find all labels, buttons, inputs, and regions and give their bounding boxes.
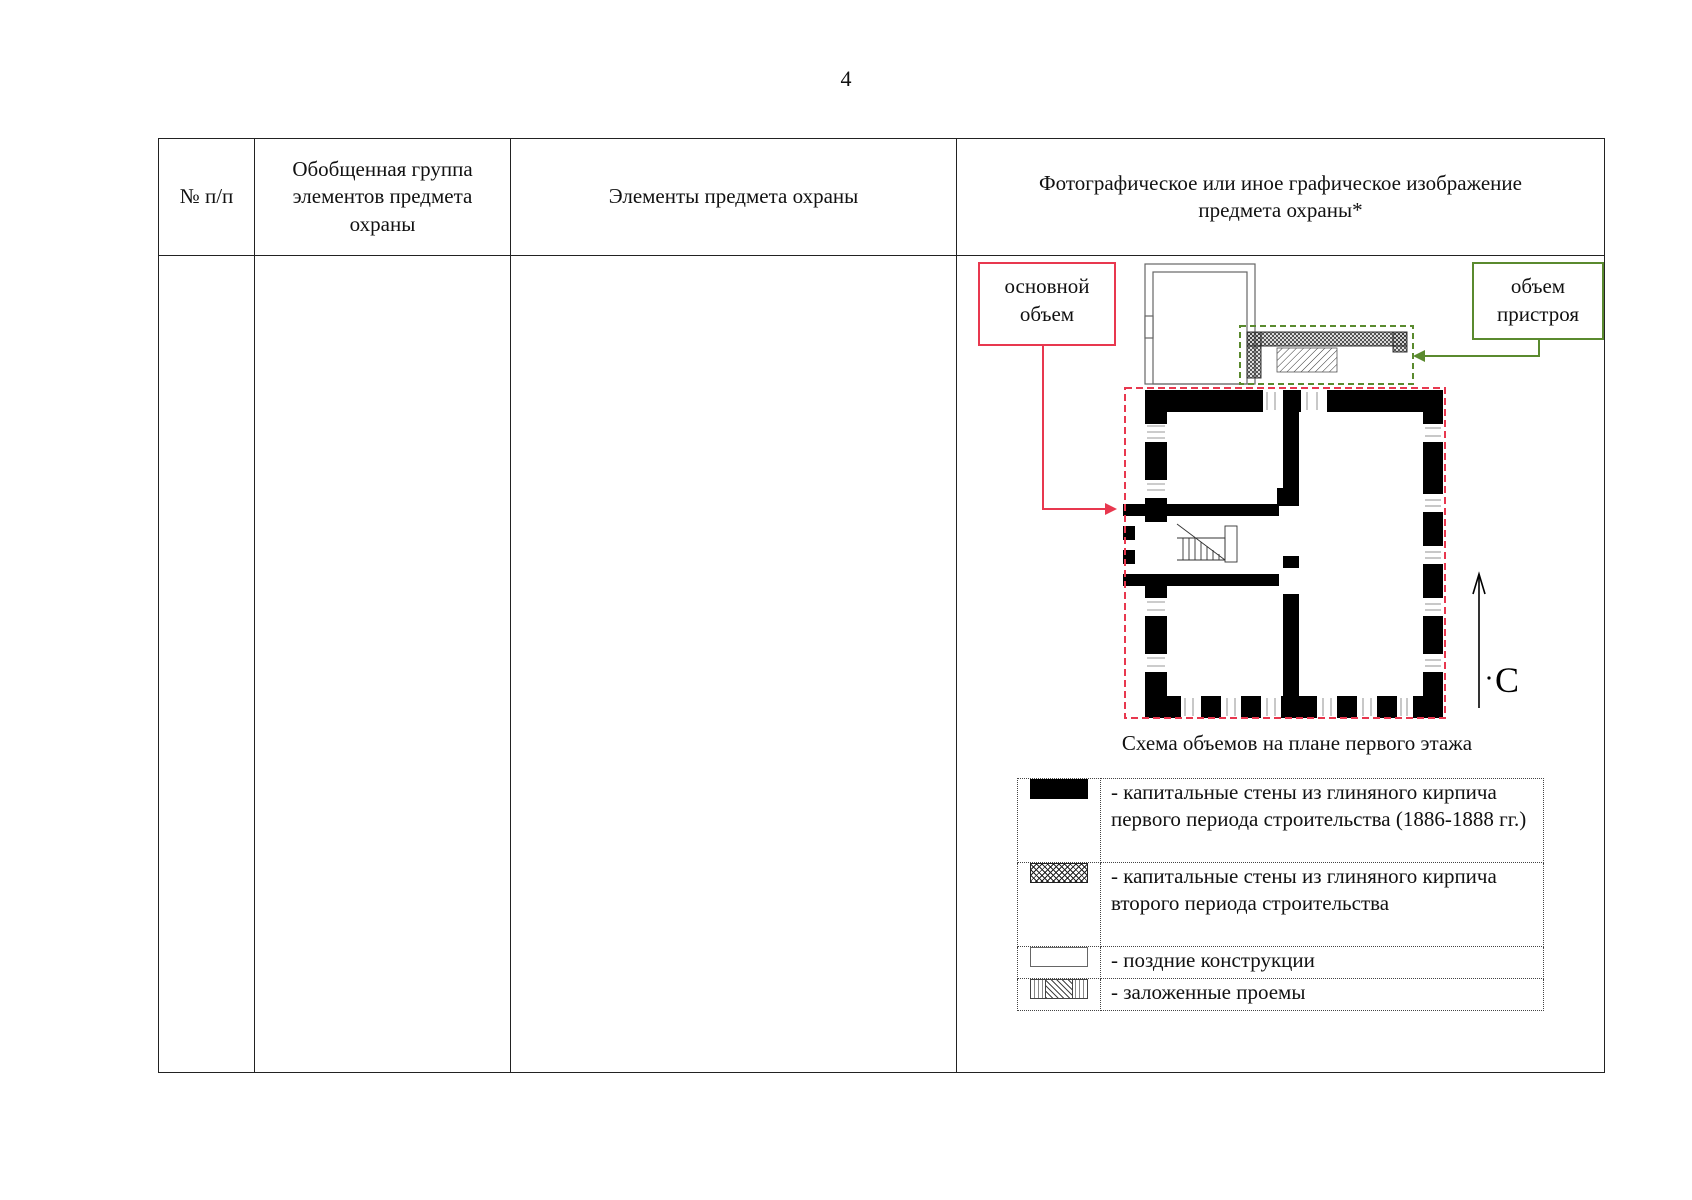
north-dot [1487, 676, 1490, 679]
callout-main-leader [1043, 346, 1105, 509]
cell-number [159, 256, 255, 1073]
legend-text: - заложенные проемы [1101, 979, 1544, 1011]
table-header-row [159, 139, 1605, 256]
header-image: Фотографическое или иное графическое изображение предмета охраны* [957, 139, 1605, 256]
legend-row [1018, 779, 1544, 863]
north-arrow-icon [1473, 574, 1485, 708]
header-number: № п/п [159, 139, 255, 256]
legend-swatch-cell [1018, 947, 1101, 979]
header-elements: Элементы предмета охраны [511, 139, 957, 256]
page-number: 4 [840, 66, 852, 91]
legend-swatch-cell [1018, 979, 1101, 1011]
north-label: С [1495, 660, 1520, 700]
plan-caption: Схема объемов на плане первого этажа [1121, 731, 1473, 755]
cell-image [957, 256, 1605, 1073]
main-walls [1123, 390, 1443, 718]
solid-wall-swatch-icon [1030, 779, 1088, 799]
legend-text: - капитальные стены из глиняного кирпича первого периода строительства (1886-1888 гг.) [1101, 779, 1544, 863]
callout-ext-arrow [1413, 350, 1425, 362]
late-construction-outline [1145, 264, 1255, 384]
cell-group [255, 256, 511, 1073]
legend-row [1018, 979, 1544, 1011]
callout-main-arrow [1105, 503, 1117, 515]
table-row [159, 256, 1605, 1073]
legend-swatch-cell [1018, 779, 1101, 863]
legend-text: - поздние конструкции [1101, 947, 1544, 979]
callout-main-volume: основной объем [978, 262, 1116, 346]
protected-elements-table [158, 138, 1605, 1073]
legend [1017, 778, 1544, 1011]
legend-swatch-cell [1018, 863, 1101, 947]
filled-opening-swatch-icon [1030, 979, 1088, 999]
cell-elements [511, 256, 957, 1073]
late-construction-swatch-icon [1030, 947, 1088, 967]
legend-row [1018, 947, 1544, 979]
crosshatch-wall-swatch-icon [1030, 863, 1088, 883]
header-group: Обобщенная группа элементов предмета охраны [255, 139, 511, 256]
callout-ext-leader [1425, 340, 1539, 356]
stair [1177, 524, 1237, 562]
callout-extension-volume: объем пристроя [1472, 262, 1604, 340]
extension-walls [1247, 332, 1407, 378]
legend-text: - капитальные стены из глиняного кирпича второго периода строительства [1101, 863, 1544, 947]
legend-row [1018, 863, 1544, 947]
